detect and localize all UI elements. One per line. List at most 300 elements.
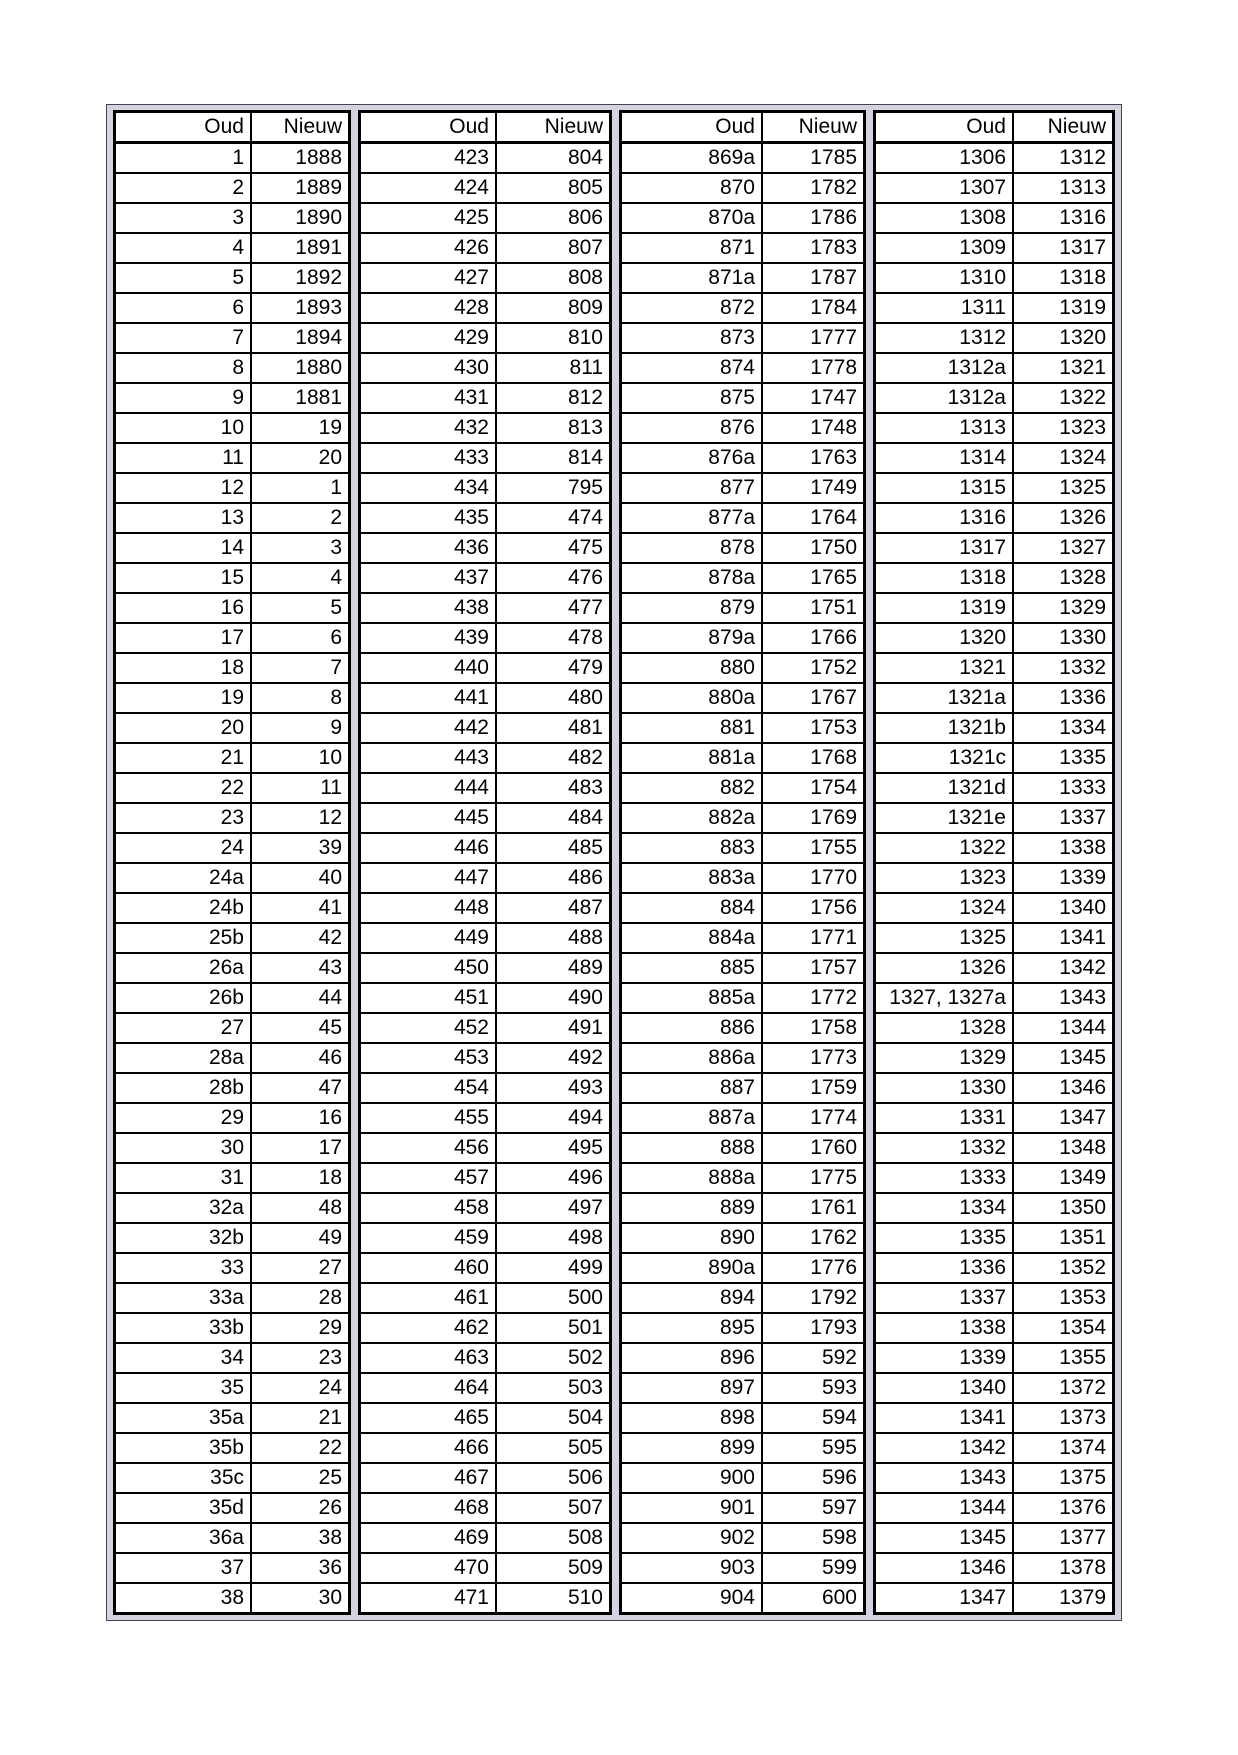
table-row xyxy=(875,1193,1114,1223)
nieuw-cell: 595 xyxy=(762,1433,865,1463)
table-row xyxy=(621,803,865,833)
table-row xyxy=(621,683,865,713)
nieuw-cell: 42 xyxy=(251,923,350,953)
table-row xyxy=(875,263,1114,293)
table-row xyxy=(621,1103,865,1133)
table-row xyxy=(360,1313,611,1343)
oud-cell: 432 xyxy=(360,413,497,443)
nieuw-cell: 1768 xyxy=(762,743,865,773)
table-row xyxy=(621,203,865,233)
table-row xyxy=(360,953,611,983)
table-row xyxy=(621,473,865,503)
oud-cell: 1321c xyxy=(875,743,1014,773)
oud-cell: 429 xyxy=(360,323,497,353)
nieuw-cell: 1777 xyxy=(762,323,865,353)
oud-cell: 903 xyxy=(621,1553,763,1583)
nieuw-cell: 1320 xyxy=(1013,323,1114,353)
nieuw-cell: 599 xyxy=(762,1553,865,1583)
nieuw-cell: 39 xyxy=(251,833,350,863)
nieuw-cell: 506 xyxy=(496,1463,611,1493)
table-row xyxy=(360,1133,611,1163)
table-row xyxy=(360,1583,611,1614)
oud-cell: 894 xyxy=(621,1283,763,1313)
oud-cell: 1312 xyxy=(875,323,1014,353)
table-row xyxy=(115,533,350,563)
table-row xyxy=(621,1073,865,1103)
oud-cell: 22 xyxy=(115,773,252,803)
table-row xyxy=(115,833,350,863)
nieuw-cell: 1786 xyxy=(762,203,865,233)
oud-cell: 19 xyxy=(115,683,252,713)
table-row xyxy=(360,353,611,383)
oud-cell: 8 xyxy=(115,353,252,383)
nieuw-cell: 20 xyxy=(251,443,350,473)
oud-cell: 881 xyxy=(621,713,763,743)
nieuw-cell: 477 xyxy=(496,593,611,623)
table-row xyxy=(621,443,865,473)
table-row xyxy=(360,593,611,623)
table-row xyxy=(621,353,865,383)
nieuw-cell: 1880 xyxy=(251,353,350,383)
oud-cell: 18 xyxy=(115,653,252,683)
nieuw-cell: 3 xyxy=(251,533,350,563)
nieuw-cell: 1348 xyxy=(1013,1133,1114,1163)
oud-cell: 2 xyxy=(115,173,252,203)
nieuw-cell: 494 xyxy=(496,1103,611,1133)
table-row xyxy=(115,683,350,713)
nieuw-cell: 1893 xyxy=(251,293,350,323)
nieuw-cell: 492 xyxy=(496,1043,611,1073)
nieuw-cell: 30 xyxy=(251,1583,350,1614)
nieuw-cell: 1343 xyxy=(1013,983,1114,1013)
table-row xyxy=(875,1433,1114,1463)
nieuw-cell: 1322 xyxy=(1013,383,1114,413)
nieuw-cell: 1344 xyxy=(1013,1013,1114,1043)
nieuw-cell: 1765 xyxy=(762,563,865,593)
oud-cell: 1323 xyxy=(875,863,1014,893)
table-row xyxy=(360,443,611,473)
oud-cell: 24a xyxy=(115,863,252,893)
oud-cell: 890 xyxy=(621,1223,763,1253)
oud-cell: 882 xyxy=(621,773,763,803)
oud-cell: 460 xyxy=(360,1253,497,1283)
oud-cell: 1321d xyxy=(875,773,1014,803)
nieuw-cell: 23 xyxy=(251,1343,350,1373)
nieuw-cell: 485 xyxy=(496,833,611,863)
table-row xyxy=(115,653,350,683)
oud-cell: 1314 xyxy=(875,443,1014,473)
oud-cell: 425 xyxy=(360,203,497,233)
nieuw-cell: 1754 xyxy=(762,773,865,803)
table-row xyxy=(115,233,350,263)
nieuw-cell: 598 xyxy=(762,1523,865,1553)
oud-cell: 1 xyxy=(115,143,252,174)
oud-cell: 879 xyxy=(621,593,763,623)
nieuw-cell: 592 xyxy=(762,1343,865,1373)
oud-cell: 462 xyxy=(360,1313,497,1343)
nieuw-cell: 47 xyxy=(251,1073,350,1103)
table-row xyxy=(360,233,611,263)
oud-cell: 11 xyxy=(115,443,252,473)
oud-cell: 1321a xyxy=(875,683,1014,713)
nieuw-cell: 499 xyxy=(496,1253,611,1283)
oud-cell: 876 xyxy=(621,413,763,443)
table-row xyxy=(360,1283,611,1313)
nieuw-cell: 1881 xyxy=(251,383,350,413)
oud-cell: 875 xyxy=(621,383,763,413)
oud-cell: 1344 xyxy=(875,1493,1014,1523)
oud-cell: 20 xyxy=(115,713,252,743)
nieuw-cell: 1319 xyxy=(1013,293,1114,323)
table-row xyxy=(875,1073,1114,1103)
table-row xyxy=(875,1103,1114,1133)
nieuw-cell: 476 xyxy=(496,563,611,593)
nieuw-cell: 1771 xyxy=(762,923,865,953)
nieuw-cell: 493 xyxy=(496,1073,611,1103)
oud-cell: 880a xyxy=(621,683,763,713)
oud-cell: 15 xyxy=(115,563,252,593)
nieuw-cell: 1372 xyxy=(1013,1373,1114,1403)
table-row xyxy=(621,953,865,983)
nieuw-cell: 1757 xyxy=(762,953,865,983)
table-row xyxy=(360,1103,611,1133)
oud-cell: 424 xyxy=(360,173,497,203)
nieuw-cell: 21 xyxy=(251,1403,350,1433)
oud-cell: 427 xyxy=(360,263,497,293)
oud-cell: 1316 xyxy=(875,503,1014,533)
nieuw-cell: 596 xyxy=(762,1463,865,1493)
table-row xyxy=(621,1553,865,1583)
nieuw-cell: 28 xyxy=(251,1283,350,1313)
oud-cell: 1327, 1327a xyxy=(875,983,1014,1013)
nieuw-cell: 1 xyxy=(251,473,350,503)
table-row xyxy=(115,143,350,174)
nieuw-cell: 1760 xyxy=(762,1133,865,1163)
oud-cell: 1336 xyxy=(875,1253,1014,1283)
oud-cell: 1326 xyxy=(875,953,1014,983)
oud-cell: 1347 xyxy=(875,1583,1014,1614)
oud-cell: 28b xyxy=(115,1073,252,1103)
table-row xyxy=(115,1133,350,1163)
table-row xyxy=(360,323,611,353)
oud-cell: 1322 xyxy=(875,833,1014,863)
nieuw-cell: 804 xyxy=(496,143,611,174)
nieuw-cell: 594 xyxy=(762,1403,865,1433)
oud-cell: 24 xyxy=(115,833,252,863)
table-row xyxy=(621,893,865,923)
oud-cell: 1330 xyxy=(875,1073,1014,1103)
oud-cell: 35 xyxy=(115,1373,252,1403)
nieuw-cell: 1792 xyxy=(762,1283,865,1313)
oud-cell: 1340 xyxy=(875,1373,1014,1403)
table-row xyxy=(115,1313,350,1343)
table-row xyxy=(875,1583,1114,1614)
table-row xyxy=(115,773,350,803)
table-row xyxy=(360,563,611,593)
nieuw-cell: 18 xyxy=(251,1163,350,1193)
table-row xyxy=(115,863,350,893)
oud-cell: 431 xyxy=(360,383,497,413)
table-row xyxy=(360,1523,611,1553)
nieuw-cell: 502 xyxy=(496,1343,611,1373)
nieuw-cell: 498 xyxy=(496,1223,611,1253)
table-row xyxy=(875,863,1114,893)
nieuw-cell: 1752 xyxy=(762,653,865,683)
oud-cell: 445 xyxy=(360,803,497,833)
oud-cell: 872 xyxy=(621,293,763,323)
oud-cell: 1312a xyxy=(875,383,1014,413)
nieuw-cell: 1764 xyxy=(762,503,865,533)
nieuw-cell: 487 xyxy=(496,893,611,923)
oud-cell: 900 xyxy=(621,1463,763,1493)
table-row xyxy=(875,893,1114,923)
oud-cell: 17 xyxy=(115,623,252,653)
header-row xyxy=(621,112,865,143)
oud-cell: 1328 xyxy=(875,1013,1014,1043)
table-row xyxy=(360,1553,611,1583)
oud-cell: 449 xyxy=(360,923,497,953)
oud-cell: 3 xyxy=(115,203,252,233)
oud-cell: 895 xyxy=(621,1313,763,1343)
oud-cell: 870a xyxy=(621,203,763,233)
nieuw-cell: 510 xyxy=(496,1583,611,1614)
table-row xyxy=(360,683,611,713)
nieuw-cell: 482 xyxy=(496,743,611,773)
nieuw-cell: 43 xyxy=(251,953,350,983)
table-row xyxy=(360,1043,611,1073)
table-row xyxy=(115,1163,350,1193)
table-row xyxy=(360,1433,611,1463)
nieuw-cell: 1346 xyxy=(1013,1073,1114,1103)
table-row xyxy=(621,1193,865,1223)
table-row xyxy=(621,1223,865,1253)
nieuw-cell: 490 xyxy=(496,983,611,1013)
table-row xyxy=(115,803,350,833)
nieuw-cell: 1328 xyxy=(1013,563,1114,593)
table-row xyxy=(621,293,865,323)
oud-cell: 871a xyxy=(621,263,763,293)
nieuw-cell: 807 xyxy=(496,233,611,263)
nieuw-cell: 1373 xyxy=(1013,1403,1114,1433)
table-row xyxy=(360,1373,611,1403)
oud-cell: 457 xyxy=(360,1163,497,1193)
oud-cell: 897 xyxy=(621,1373,763,1403)
oud-cell: 5 xyxy=(115,263,252,293)
oud-cell: 428 xyxy=(360,293,497,323)
table-row xyxy=(360,1493,611,1523)
table-row xyxy=(360,803,611,833)
table-row xyxy=(875,203,1114,233)
oud-cell: 453 xyxy=(360,1043,497,1073)
nieuw-cell: 1350 xyxy=(1013,1193,1114,1223)
table-row xyxy=(360,143,611,174)
nieuw-cell: 1330 xyxy=(1013,623,1114,653)
table-row xyxy=(875,833,1114,863)
nieuw-cell: 24 xyxy=(251,1373,350,1403)
nieuw-cell: 1324 xyxy=(1013,443,1114,473)
oud-cell: 440 xyxy=(360,653,497,683)
conversion-table-frame xyxy=(106,104,1122,1621)
oud-cell: 23 xyxy=(115,803,252,833)
nieuw-cell: 1351 xyxy=(1013,1223,1114,1253)
table-row xyxy=(875,653,1114,683)
oud-cell: 898 xyxy=(621,1403,763,1433)
nieuw-cell: 1321 xyxy=(1013,353,1114,383)
nieuw-cell: 1332 xyxy=(1013,653,1114,683)
table-row xyxy=(621,1133,865,1163)
table-row xyxy=(115,1223,350,1253)
nieuw-cell: 1775 xyxy=(762,1163,865,1193)
nieuw-cell: 508 xyxy=(496,1523,611,1553)
table-row xyxy=(621,263,865,293)
table-row xyxy=(875,1043,1114,1073)
oud-cell: 870 xyxy=(621,173,763,203)
oud-cell: 26b xyxy=(115,983,252,1013)
table-row xyxy=(875,173,1114,203)
nieuw-cell: 500 xyxy=(496,1283,611,1313)
nieuw-cell: 1793 xyxy=(762,1313,865,1343)
table-row xyxy=(115,473,350,503)
table-row xyxy=(621,1283,865,1313)
nieuw-cell: 1352 xyxy=(1013,1253,1114,1283)
nieuw-cell: 1345 xyxy=(1013,1043,1114,1073)
oud-cell: 459 xyxy=(360,1223,497,1253)
table-row xyxy=(621,1373,865,1403)
table-row xyxy=(360,1073,611,1103)
oud-cell: 12 xyxy=(115,473,252,503)
oud-cell: 31 xyxy=(115,1163,252,1193)
oud-cell: 36a xyxy=(115,1523,252,1553)
nieuw-cell: 1776 xyxy=(762,1253,865,1283)
nieuw-cell: 600 xyxy=(762,1583,865,1614)
nieuw-cell: 808 xyxy=(496,263,611,293)
table-row xyxy=(360,263,611,293)
table-row xyxy=(875,1013,1114,1043)
table-row xyxy=(621,1043,865,1073)
oud-cell: 1331 xyxy=(875,1103,1014,1133)
nieuw-cell: 1769 xyxy=(762,803,865,833)
table-row xyxy=(115,1583,350,1614)
nieuw-cell: 474 xyxy=(496,503,611,533)
oud-cell: 21 xyxy=(115,743,252,773)
table-row xyxy=(621,143,865,174)
oud-cell: 13 xyxy=(115,503,252,533)
nieuw-cell: 597 xyxy=(762,1493,865,1523)
nieuw-cell: 1339 xyxy=(1013,863,1114,893)
table-row xyxy=(115,383,350,413)
nieuw-cell: 40 xyxy=(251,863,350,893)
oud-cell: 454 xyxy=(360,1073,497,1103)
nieuw-cell: 1338 xyxy=(1013,833,1114,863)
oud-cell: 1338 xyxy=(875,1313,1014,1343)
table-row xyxy=(875,503,1114,533)
table-row xyxy=(115,713,350,743)
oud-cell: 467 xyxy=(360,1463,497,1493)
table-row xyxy=(115,1553,350,1583)
nieuw-cell: 1756 xyxy=(762,893,865,923)
oud-cell: 878a xyxy=(621,563,763,593)
table-row xyxy=(360,1253,611,1283)
conversion-table-group-1 xyxy=(113,110,351,1615)
nieuw-cell: 1341 xyxy=(1013,923,1114,953)
oud-cell: 465 xyxy=(360,1403,497,1433)
nieuw-cell: 478 xyxy=(496,623,611,653)
nieuw-cell: 36 xyxy=(251,1553,350,1583)
oud-cell: 1337 xyxy=(875,1283,1014,1313)
nieuw-cell: 8 xyxy=(251,683,350,713)
nieuw-cell: 505 xyxy=(496,1433,611,1463)
nieuw-cell: 480 xyxy=(496,683,611,713)
table-row xyxy=(360,1403,611,1433)
table-row xyxy=(621,173,865,203)
table-row xyxy=(875,1283,1114,1313)
nieuw-cell: 1326 xyxy=(1013,503,1114,533)
oud-cell: 436 xyxy=(360,533,497,563)
oud-cell: 32b xyxy=(115,1223,252,1253)
table-row xyxy=(115,1253,350,1283)
oud-cell: 889 xyxy=(621,1193,763,1223)
oud-cell: 463 xyxy=(360,1343,497,1373)
nieuw-cell: 1323 xyxy=(1013,413,1114,443)
table-row xyxy=(621,1583,865,1614)
table-row xyxy=(360,743,611,773)
nieuw-cell: 483 xyxy=(496,773,611,803)
nieuw-cell: 1767 xyxy=(762,683,865,713)
table-row xyxy=(621,743,865,773)
conversion-table-group-3 xyxy=(619,110,866,1615)
oud-cell: 437 xyxy=(360,563,497,593)
nieuw-cell: 484 xyxy=(496,803,611,833)
oud-cell: 458 xyxy=(360,1193,497,1223)
oud-cell: 882a xyxy=(621,803,763,833)
oud-cell: 1307 xyxy=(875,173,1014,203)
oud-cell: 1313 xyxy=(875,413,1014,443)
oud-cell: 1342 xyxy=(875,1433,1014,1463)
table-row xyxy=(115,503,350,533)
table-row xyxy=(360,833,611,863)
oud-cell: 1345 xyxy=(875,1523,1014,1553)
nieuw-cell: 26 xyxy=(251,1493,350,1523)
table-row xyxy=(875,443,1114,473)
oud-cell: 434 xyxy=(360,473,497,503)
table-row xyxy=(621,323,865,353)
table-row xyxy=(360,413,611,443)
nieuw-cell: 1773 xyxy=(762,1043,865,1073)
table-row xyxy=(621,863,865,893)
oud-cell: 9 xyxy=(115,383,252,413)
oud-cell: 877 xyxy=(621,473,763,503)
oud-cell: 468 xyxy=(360,1493,497,1523)
oud-cell: 7 xyxy=(115,323,252,353)
nieuw-cell: 1312 xyxy=(1013,143,1114,174)
oud-cell: 32a xyxy=(115,1193,252,1223)
oud-cell: 37 xyxy=(115,1553,252,1583)
nieuw-cell: 5 xyxy=(251,593,350,623)
nieuw-cell: 1783 xyxy=(762,233,865,263)
table-row xyxy=(875,413,1114,443)
nieuw-cell: 1349 xyxy=(1013,1163,1114,1193)
nieuw-cell: 1347 xyxy=(1013,1103,1114,1133)
oud-cell: 884 xyxy=(621,893,763,923)
nieuw-cell: 488 xyxy=(496,923,611,953)
oud-cell: 33a xyxy=(115,1283,252,1313)
oud-cell: 6 xyxy=(115,293,252,323)
nieuw-cell: 507 xyxy=(496,1493,611,1523)
nieuw-cell: 9 xyxy=(251,713,350,743)
table-row xyxy=(621,563,865,593)
oud-cell: 426 xyxy=(360,233,497,263)
oud-cell: 871 xyxy=(621,233,763,263)
